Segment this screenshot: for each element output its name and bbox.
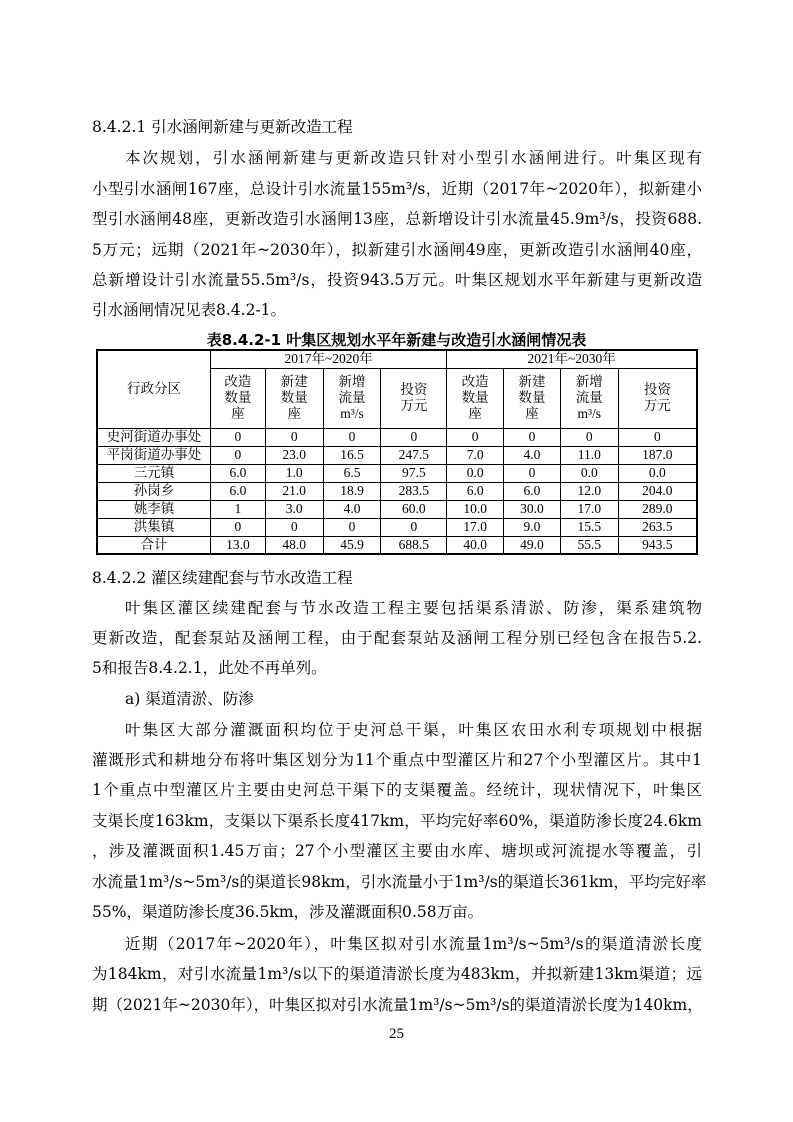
row-region-name: 平岗街道办事处 bbox=[97, 446, 210, 464]
table-cell: 4.0 bbox=[323, 500, 381, 518]
table-row bbox=[97, 518, 697, 536]
table-row bbox=[97, 428, 697, 446]
table-cell: 247.5 bbox=[381, 446, 447, 464]
table-cell: 0 bbox=[504, 464, 561, 482]
table-cell: 263.5 bbox=[618, 518, 697, 536]
table-cell: 7.0 bbox=[447, 446, 504, 464]
paragraph-line: 总新增设计引水流量55.5m³/s，投资943.5万元。叶集区规划水平年新建与更新改造 bbox=[92, 271, 702, 289]
row-region-name: 合计 bbox=[97, 536, 210, 554]
subheader-investment: 投资 万元 bbox=[381, 368, 447, 428]
subheader-renovate-count: 改造 数量 座 bbox=[447, 368, 504, 428]
subsection-heading-a: a) 渠道清淤、防渗 bbox=[125, 690, 254, 708]
table-cell: 0 bbox=[265, 428, 323, 446]
table-cell: 60.0 bbox=[381, 500, 447, 518]
table-cell: 0.0 bbox=[618, 464, 697, 482]
table-cell: 0 bbox=[323, 518, 381, 536]
paragraph-line: 引水涵闸情况见表8.4.2-1。 bbox=[92, 301, 287, 319]
row-region-name: 姚李镇 bbox=[97, 500, 210, 518]
table-cell: 0 bbox=[504, 428, 561, 446]
table-cell: 12.0 bbox=[560, 482, 618, 500]
paragraph-line: 叶集区大部分灌溉面积均位于史河总干渠，叶集区农田水利专项规划中根据 bbox=[125, 721, 702, 739]
table-cell: 21.0 bbox=[265, 482, 323, 500]
table-cell: 23.0 bbox=[265, 446, 323, 464]
paragraph-line: 支渠长度163km，支渠以下渠系长度417km，平均完好率60%，渠道防渗长度24.6km bbox=[92, 812, 702, 830]
period-header-far: 2021年~2030年 bbox=[447, 350, 697, 368]
page-number: 25 bbox=[389, 1026, 404, 1042]
table-cell: 18.9 bbox=[323, 482, 381, 500]
table-cell: 0 bbox=[265, 518, 323, 536]
col-header-region: 行政分区 bbox=[97, 350, 210, 428]
table-cell: 1 bbox=[210, 500, 265, 518]
subheader-investment: 投资 万元 bbox=[618, 368, 697, 428]
subheader-new-count: 新建 数量 座 bbox=[504, 368, 561, 428]
table-cell: 6.5 bbox=[323, 464, 381, 482]
paragraph-line: 期（2021年~2030年），叶集区拟对引水流量1m³/s~5m³/s的渠道清淤长度为140km， bbox=[92, 996, 703, 1014]
table-cell: 13.0 bbox=[210, 536, 265, 554]
table-cell: 0 bbox=[381, 518, 447, 536]
table-cell: 17.0 bbox=[560, 500, 618, 518]
paragraph-line: 更新改造，配套泵站及涵闸工程，由于配套泵站及涵闸工程分别已经包含在报告5.2. bbox=[92, 629, 702, 647]
subheader-added-flow: 新增 流量 m³/s bbox=[560, 368, 618, 428]
paragraph-line: 叶集区灌区续建配套与节水改造工程主要包括渠系清淤、防渗，渠系建筑物 bbox=[125, 599, 702, 617]
period-header-near: 2017年~2020年 bbox=[210, 350, 446, 368]
table-row bbox=[97, 464, 697, 482]
paragraph-line: 型引水涵闸48座，更新改造引水涵闸13座，总新增设计引水流量45.9m³/s，投资688. bbox=[92, 210, 702, 228]
paragraph-line: ，涉及灌溉面积1.45万亩；27个小型灌区主要由水库、塘坝或河流提水等覆盖，引 bbox=[92, 842, 702, 860]
table-row bbox=[97, 482, 697, 500]
table-cell: 0 bbox=[618, 428, 697, 446]
table-cell: 6.0 bbox=[210, 482, 265, 500]
table-cell: 204.0 bbox=[618, 482, 697, 500]
table-cell: 30.0 bbox=[504, 500, 561, 518]
table-cell: 187.0 bbox=[618, 446, 697, 464]
subheader-added-flow: 新增 流量 m³/s bbox=[323, 368, 381, 428]
table-cell: 0 bbox=[210, 446, 265, 464]
row-region-name: 三元镇 bbox=[97, 464, 210, 482]
table-cell: 48.0 bbox=[265, 536, 323, 554]
subheader-renovate-count: 改造 数量 座 bbox=[210, 368, 265, 428]
table-cell: 16.5 bbox=[323, 446, 381, 464]
table-cell: 943.5 bbox=[618, 536, 697, 554]
table-cell: 1.0 bbox=[265, 464, 323, 482]
table-cell: 688.5 bbox=[381, 536, 447, 554]
table-cell: 10.0 bbox=[447, 500, 504, 518]
row-region-name: 洪集镇 bbox=[97, 518, 210, 536]
table-cell: 17.0 bbox=[447, 518, 504, 536]
table-cell: 0 bbox=[210, 518, 265, 536]
paragraph-line: 水流量1m³/s~5m³/s的渠道长98km，引水流量小于1m³/s的渠道长361km，平均完好率 bbox=[92, 873, 707, 891]
table-cell: 0.0 bbox=[560, 464, 618, 482]
table-cell: 0 bbox=[560, 428, 618, 446]
paragraph-line: 55%，渠道防渗长度36.5km，涉及灌溉面积0.58万亩。 bbox=[92, 903, 484, 921]
table-cell: 0.0 bbox=[447, 464, 504, 482]
section-heading-8421: 8.4.2.1 引水涵闸新建与更新改造工程 bbox=[92, 118, 353, 136]
subheader-new-count: 新建 数量 座 bbox=[265, 368, 323, 428]
paragraph-line: 本次规划，引水涵闸新建与更新改造只针对小型引水涵闸进行。叶集区现有 bbox=[125, 149, 702, 167]
table-cell: 55.5 bbox=[560, 536, 618, 554]
row-region-name: 孙岗乡 bbox=[97, 482, 210, 500]
table-cell: 0 bbox=[447, 428, 504, 446]
table-cell: 289.0 bbox=[618, 500, 697, 518]
table-cell: 9.0 bbox=[504, 518, 561, 536]
table-cell: 45.9 bbox=[323, 536, 381, 554]
table-cell: 15.5 bbox=[560, 518, 618, 536]
culvert-table bbox=[96, 349, 698, 555]
table-cell: 0 bbox=[210, 428, 265, 446]
table-cell: 3.0 bbox=[265, 500, 323, 518]
table-cell: 6.0 bbox=[504, 482, 561, 500]
paragraph-line: 灌溉形式和耕地分布将叶集区划分为11个重点中型灌区片和27个小型灌区片。其中1 bbox=[92, 751, 702, 769]
table-cell: 6.0 bbox=[447, 482, 504, 500]
table-cell: 97.5 bbox=[381, 464, 447, 482]
table-caption: 表8.4.2-1 叶集区规划水平年新建与改造引水涵闸情况表 bbox=[206, 331, 587, 349]
table-cell: 49.0 bbox=[504, 536, 561, 554]
paragraph-line: 为184km，对引水流量1m³/s以下的渠道清淤长度为483km，并拟新建13km渠道；远 bbox=[92, 965, 702, 983]
table-cell: 4.0 bbox=[504, 446, 561, 464]
table-cell: 0 bbox=[323, 428, 381, 446]
paragraph-line: 5万元；远期（2021年~2030年），拟新建引水涵闸49座，更新改造引水涵闸40座， bbox=[92, 241, 702, 259]
table-cell: 0 bbox=[381, 428, 447, 446]
table-cell: 40.0 bbox=[447, 536, 504, 554]
table-cell: 6.0 bbox=[210, 464, 265, 482]
section-heading-8422: 8.4.2.2 灌区续建配套与节水改造工程 bbox=[92, 569, 353, 587]
table-cell: 283.5 bbox=[381, 482, 447, 500]
table-cell: 11.0 bbox=[560, 446, 618, 464]
table-row bbox=[97, 446, 697, 464]
paragraph-line: 5和报告8.4.2.1，此处不再单列。 bbox=[92, 659, 327, 677]
paragraph-line: 近期（2017年~2020年），叶集区拟对引水流量1m³/s~5m³/s的渠道清淤长度 bbox=[125, 935, 702, 953]
table-row bbox=[97, 500, 697, 518]
paragraph-line: 小型引水涵闸167座，总设计引水流量155m³/s，近期（2017年~2020年），拟新建小 bbox=[92, 180, 702, 198]
table-row bbox=[97, 536, 697, 554]
paragraph-line: 1个重点中型灌区片主要由史河总干渠下的支渠覆盖。经统计，现状情况下，叶集区 bbox=[92, 781, 702, 799]
row-region-name: 史河街道办事处 bbox=[97, 428, 210, 446]
